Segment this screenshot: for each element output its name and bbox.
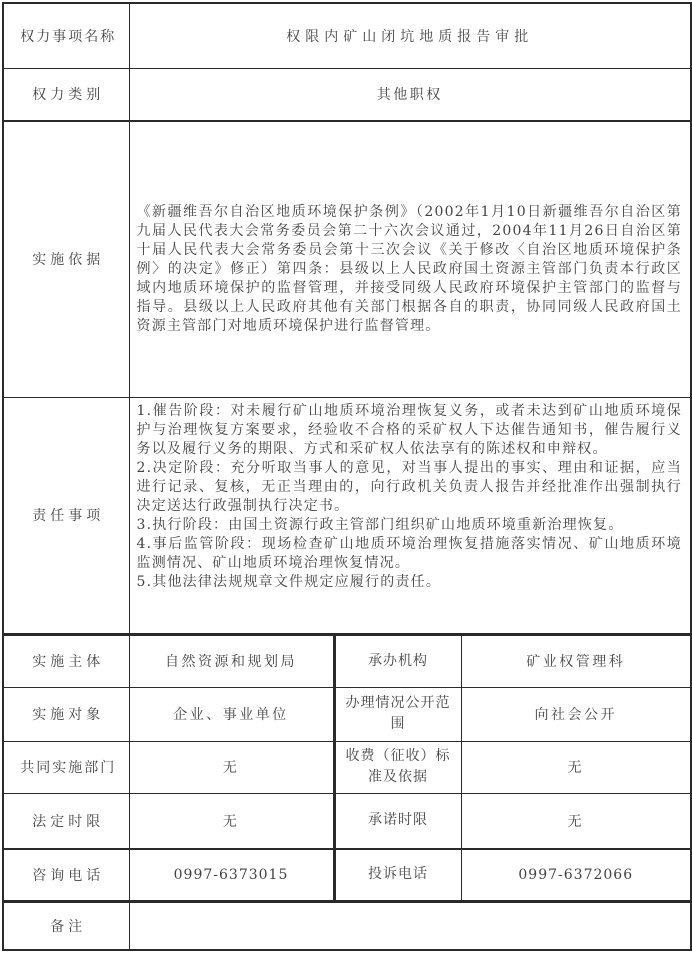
table-row [3, 121, 691, 397]
value-promised-time-limit: 无 [461, 793, 691, 849]
table-row [3, 687, 691, 741]
responsibility-item-4: 4.事后监管阶段：现场检查矿山地质环境治理恢复措施落实情况、矿山地质环境监测情况、矿山地质环境治理恢复情况。 [136, 535, 682, 571]
value-complaint-phone: 0997-6372066 [461, 849, 691, 901]
approval-matter-table [2, 2, 692, 951]
value-charging-standard: 无 [461, 741, 691, 793]
label-power-item-name: 权力事项名称 [3, 3, 129, 68]
responsibility-item-1: 1.催告阶段：对未履行矿山地质环境治理恢复义务，或者未达到矿山地质环境保护与治理恢复方案要求，经验收不合格的采矿权人下达催告通知书，催告履行义务以及履行义务的期限、方式和采矿权人依法享有的陈述权和申辩权。 [136, 402, 682, 457]
label-charging-standard: 收费（征收）标准及依据 [334, 741, 461, 793]
label-undertaking-agency: 承办机构 [334, 634, 461, 687]
responsibility-item-5: 5.其他法律法规规章文件规定应履行的责任。 [136, 573, 442, 590]
label-statutory-time-limit: 法定时限 [3, 793, 129, 849]
label-responsibility-items: 责任事项 [3, 397, 129, 634]
value-implementation-target: 企业、事业单位 [129, 687, 334, 741]
table-row [3, 3, 691, 68]
label-power-category: 权力类别 [3, 68, 129, 121]
table-row [3, 634, 691, 687]
label-complaint-phone: 投诉电话 [334, 849, 461, 901]
value-consultation-phone: 0997-6373015 [129, 849, 334, 901]
table-row [3, 741, 691, 793]
value-statutory-time-limit: 无 [129, 793, 334, 849]
label-implementation-basis: 实施依据 [3, 121, 129, 397]
value-power-item-name: 权限内矿山闭坑地质报告审批 [129, 3, 691, 68]
table-row [3, 397, 691, 634]
responsibility-item-3: 3.执行阶段：由国土资源行政主管部门组织矿山地质环境重新治理恢复。 [136, 516, 624, 533]
value-implementing-body: 自然资源和规划局 [129, 634, 334, 687]
label-remarks: 备注 [3, 901, 129, 950]
label-disclosure-scope: 办理情况公开范围 [334, 687, 461, 741]
value-implementation-basis: 《新疆维吾尔自治区地质环境保护条例》（2002年1月10日新疆维吾尔自治区第九届人民代表大会常务委员会第二十六次会议通过，2004年11月26日自治区第十届人民代表大会常务委员会第十三次会议《关于修改〈自治区地质环境保护条例〉的决定》修正）第四条：县级以上人民政府国土资源主管部门负责本行政区域内地质环境保护的监督管理，并接受同级人民政府环境保护主管部门的监督与指导。县级以上人民政府其他有关部门根据各自的职责，协同同级人民政府国土资源主管部门对地质环境保护进行监督管理。 [129, 121, 691, 397]
table-row [3, 901, 691, 950]
value-responsibility-items [129, 397, 691, 634]
table-row [3, 793, 691, 849]
table-row [3, 68, 691, 121]
label-joint-implementation-dept: 共同实施部门 [3, 741, 129, 793]
label-promised-time-limit: 承诺时限 [334, 793, 461, 849]
value-power-category: 其他职权 [129, 68, 691, 121]
value-disclosure-scope: 向社会公开 [461, 687, 691, 741]
value-remarks [129, 901, 691, 950]
label-consultation-phone: 咨询电话 [3, 849, 129, 901]
value-joint-implementation-dept: 无 [129, 741, 334, 793]
table-row [3, 849, 691, 901]
value-undertaking-agency: 矿业权管理科 [461, 634, 691, 687]
responsibility-item-2: 2.决定阶段：充分听取当事人的意见，对当事人提出的事实、理由和证据，应当进行记录、复核，无正当理由的，向行政机关负责人报告并经批准作出强制执行决定送达行政强制执行决定书。 [136, 459, 682, 514]
label-implementation-target: 实施对象 [3, 687, 129, 741]
label-implementing-body: 实施主体 [3, 634, 129, 687]
